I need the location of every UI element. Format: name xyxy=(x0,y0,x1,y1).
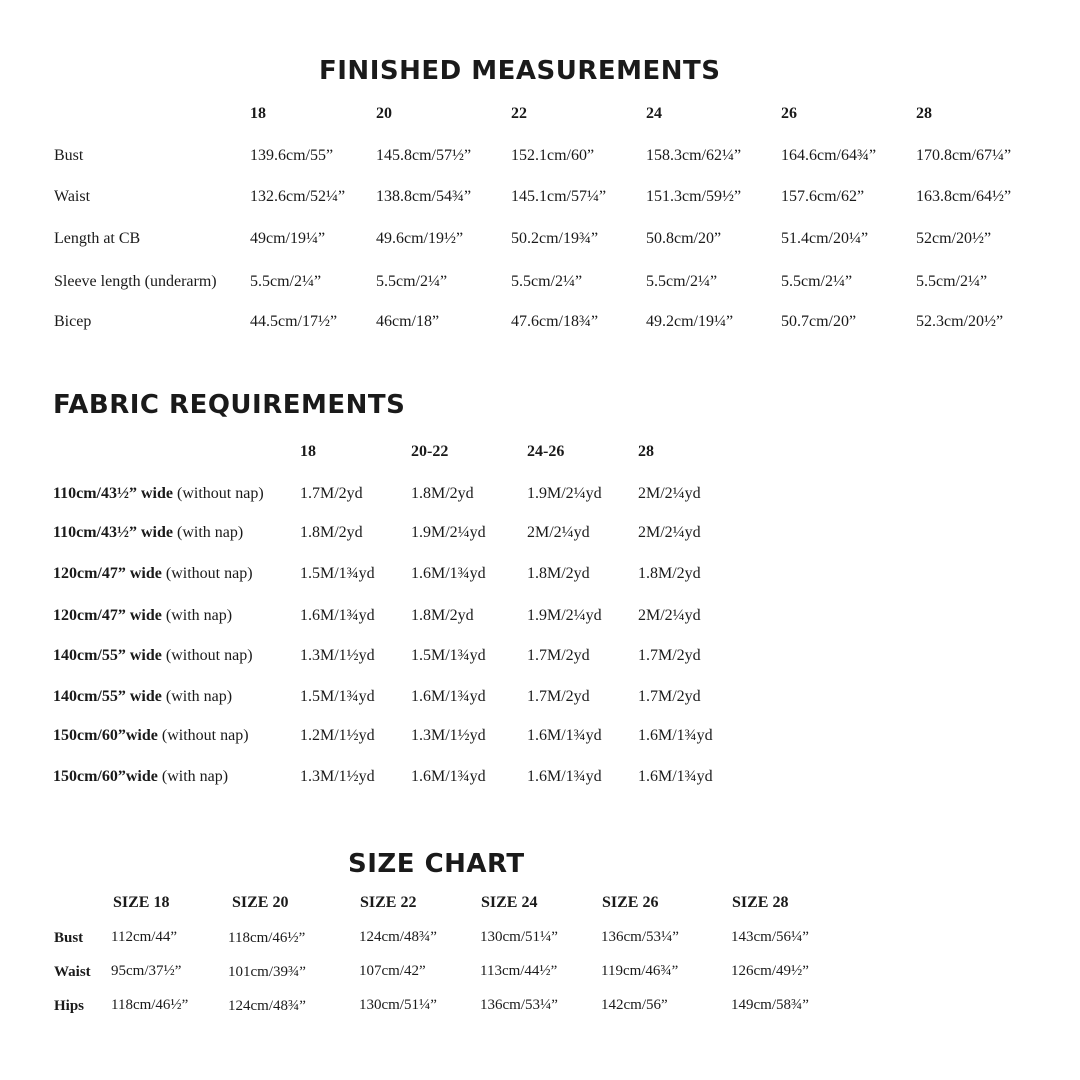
sc-cell: 149cm/58¾” xyxy=(731,997,809,1013)
fr-width: 140cm/55” wide xyxy=(53,647,162,664)
fr-row-label xyxy=(53,687,232,707)
fm-cell: 138.8cm/54¾” xyxy=(376,188,472,205)
fr-cell: 1.7M/2yd xyxy=(638,688,701,705)
sc-size-header: SIZE 22 xyxy=(360,894,417,911)
sc-size-header: SIZE 26 xyxy=(602,894,659,911)
sc-cell: 112cm/44” xyxy=(111,929,178,945)
fm-cell: 152.1cm/60” xyxy=(511,147,595,164)
fr-cell: 1.5M/1¾yd xyxy=(300,565,375,582)
fm-cell: 5.5cm/2¼” xyxy=(250,273,322,290)
fr-cell: 1.2M/1½yd xyxy=(300,727,375,744)
fr-width: 150cm/60”wide xyxy=(53,727,158,744)
fr-width: 150cm/60”wide xyxy=(53,768,158,785)
size-chart-title: SIZE CHART xyxy=(348,849,525,879)
fr-cell: 2M/2¼yd xyxy=(638,485,701,502)
fr-cell: 1.5M/1¾yd xyxy=(300,688,375,705)
fr-row-label xyxy=(53,726,249,746)
fr-width: 140cm/55” wide xyxy=(53,688,162,705)
sc-cell: 124cm/48¾” xyxy=(359,929,437,945)
fr-cell: 2M/2¼yd xyxy=(638,524,701,541)
fm-cell: 52.3cm/20½” xyxy=(916,313,1004,330)
sc-cell: 95cm/37½” xyxy=(111,963,182,979)
fr-cell: 1.6M/1¾yd xyxy=(638,727,713,744)
fm-cell: 5.5cm/2¼” xyxy=(646,273,718,290)
fm-cell: 47.6cm/18¾” xyxy=(511,313,599,330)
sc-cell: 142cm/56” xyxy=(601,997,668,1013)
fr-cell: 1.7M/2yd xyxy=(527,647,590,664)
fr-cell: 1.8M/2yd xyxy=(527,565,590,582)
fm-cell: 170.8cm/67¼” xyxy=(916,147,1012,164)
fm-cell: 52cm/20½” xyxy=(916,230,992,247)
fr-cell: 1.8M/2yd xyxy=(638,565,701,582)
sc-size-header: SIZE 20 xyxy=(232,894,289,911)
fr-size-header: 20-22 xyxy=(411,443,449,460)
sc-cell: 126cm/49½” xyxy=(731,963,809,979)
fm-row-label: Waist xyxy=(54,188,91,205)
fm-row-label: Length at CB xyxy=(54,230,141,247)
sc-size-header: SIZE 18 xyxy=(113,894,170,911)
fr-cell: 1.6M/1¾yd xyxy=(638,768,713,785)
fm-cell: 5.5cm/2¼” xyxy=(781,273,853,290)
fr-row-label xyxy=(53,564,253,584)
fr-cell: 1.3M/1½yd xyxy=(300,768,375,785)
fr-size-header: 24-26 xyxy=(527,443,565,460)
fr-cell: 1.9M/2¼yd xyxy=(527,607,602,624)
fm-cell: 157.6cm/62” xyxy=(781,188,865,205)
fr-size-header: 28 xyxy=(638,443,654,460)
fr-nap: (with nap) xyxy=(177,524,244,541)
fm-cell: 163.8cm/64½” xyxy=(916,188,1012,205)
fr-width: 120cm/47” wide xyxy=(53,607,162,624)
fr-cell: 1.8M/2yd xyxy=(300,524,363,541)
fr-width: 120cm/47” wide xyxy=(53,565,162,582)
fm-cell: 46cm/18” xyxy=(376,313,440,330)
fm-cell: 50.2cm/19¾” xyxy=(511,230,599,247)
fr-nap: (without nap) xyxy=(165,565,253,582)
sc-size-header: SIZE 24 xyxy=(481,894,538,911)
sc-cell: 107cm/42” xyxy=(359,963,426,979)
sc-cell: 136cm/53¼” xyxy=(601,929,679,945)
fr-cell: 1.6M/1¾yd xyxy=(411,768,486,785)
sc-cell: 101cm/39¾” xyxy=(228,964,306,980)
fr-cell: 2M/2¼yd xyxy=(638,607,701,624)
fr-cell: 1.6M/1¾yd xyxy=(527,727,602,744)
fm-cell: 5.5cm/2¼” xyxy=(376,273,448,290)
sc-cell: 113cm/44½” xyxy=(480,963,558,979)
fm-cell: 51.4cm/20¼” xyxy=(781,230,869,247)
sc-cell: 136cm/53¼” xyxy=(480,997,558,1013)
fm-cell: 164.6cm/64¾” xyxy=(781,147,877,164)
sc-cell: 143cm/56¼” xyxy=(731,929,809,945)
sc-row-label: Bust xyxy=(54,930,84,946)
fr-row-label xyxy=(53,484,264,504)
fr-nap: (with nap) xyxy=(161,768,229,785)
fm-cell: 50.8cm/20” xyxy=(646,230,722,247)
fm-cell: 145.8cm/57½” xyxy=(376,147,472,164)
fr-row-label xyxy=(53,606,232,626)
sc-cell: 124cm/48¾” xyxy=(228,998,306,1014)
fm-row-label: Bust xyxy=(54,147,84,164)
fr-cell: 1.8M/2yd xyxy=(411,485,474,502)
sc-row-label: Hips xyxy=(54,998,85,1014)
fm-size-header: 18 xyxy=(250,105,266,122)
finished-measurements-title: FINISHED MEASUREMENTS xyxy=(319,56,721,86)
fm-cell: 44.5cm/17½” xyxy=(250,313,338,330)
fr-cell: 2M/2¼yd xyxy=(527,524,590,541)
fm-cell: 145.1cm/57¼” xyxy=(511,188,607,205)
fm-cell: 5.5cm/2¼” xyxy=(916,273,988,290)
fr-row-label xyxy=(53,767,228,787)
fabric-requirements-title: FABRIC REQUIREMENTS xyxy=(53,390,406,420)
fm-cell: 49cm/19¼” xyxy=(250,230,326,247)
sc-row-label: Waist xyxy=(54,964,91,980)
fr-cell: 1.7M/2yd xyxy=(527,688,590,705)
fr-size-header: 18 xyxy=(300,443,316,460)
fr-cell: 1.9M/2¼yd xyxy=(527,485,602,502)
fm-cell: 151.3cm/59½” xyxy=(646,188,742,205)
fr-row-label xyxy=(53,646,253,666)
sc-size-header: SIZE 28 xyxy=(732,894,789,911)
fr-width: 110cm/43½” wide xyxy=(53,524,173,541)
fr-cell: 1.3M/1½yd xyxy=(300,647,375,664)
fr-cell: 1.6M/1¾yd xyxy=(411,688,486,705)
sc-cell: 130cm/51¼” xyxy=(359,997,437,1013)
fr-nap: (with nap) xyxy=(165,607,233,624)
fm-cell: 132.6cm/52¼” xyxy=(250,188,346,205)
fr-width: 110cm/43½” wide xyxy=(53,485,173,502)
fr-nap: (without nap) xyxy=(161,727,249,744)
fr-cell: 1.5M/1¾yd xyxy=(411,647,486,664)
fr-cell: 1.6M/1¾yd xyxy=(300,607,375,624)
fm-size-header: 26 xyxy=(781,105,797,122)
sc-cell: 119cm/46¾” xyxy=(601,963,679,979)
fm-size-header: 20 xyxy=(376,105,392,122)
fr-cell: 1.7M/2yd xyxy=(638,647,701,664)
fm-size-header: 24 xyxy=(646,105,662,122)
fr-cell: 1.7M/2yd xyxy=(300,485,363,502)
fm-row-label: Bicep xyxy=(54,313,92,330)
sc-cell: 118cm/46½” xyxy=(111,997,189,1013)
fr-nap: (without nap) xyxy=(177,485,264,502)
sc-cell: 130cm/51¼” xyxy=(480,929,558,945)
fr-cell: 1.3M/1½yd xyxy=(411,727,486,744)
fm-cell: 49.2cm/19¼” xyxy=(646,313,734,330)
fm-cell: 5.5cm/2¼” xyxy=(511,273,583,290)
sc-cell: 118cm/46½” xyxy=(228,930,306,946)
fr-cell: 1.8M/2yd xyxy=(411,607,474,624)
fr-cell: 1.9M/2¼yd xyxy=(411,524,486,541)
fr-nap: (with nap) xyxy=(165,688,233,705)
fr-nap: (without nap) xyxy=(165,647,253,664)
fr-cell: 1.6M/1¾yd xyxy=(411,565,486,582)
fm-size-header: 28 xyxy=(916,105,932,122)
fm-cell: 50.7cm/20” xyxy=(781,313,857,330)
fm-cell: 158.3cm/62¼” xyxy=(646,147,742,164)
fm-cell: 49.6cm/19½” xyxy=(376,230,464,247)
fm-size-header: 22 xyxy=(511,105,527,122)
fr-row-label xyxy=(53,523,243,543)
fm-cell: 139.6cm/55” xyxy=(250,147,334,164)
fr-cell: 1.6M/1¾yd xyxy=(527,768,602,785)
fm-row-label: Sleeve length (underarm) xyxy=(54,273,217,290)
